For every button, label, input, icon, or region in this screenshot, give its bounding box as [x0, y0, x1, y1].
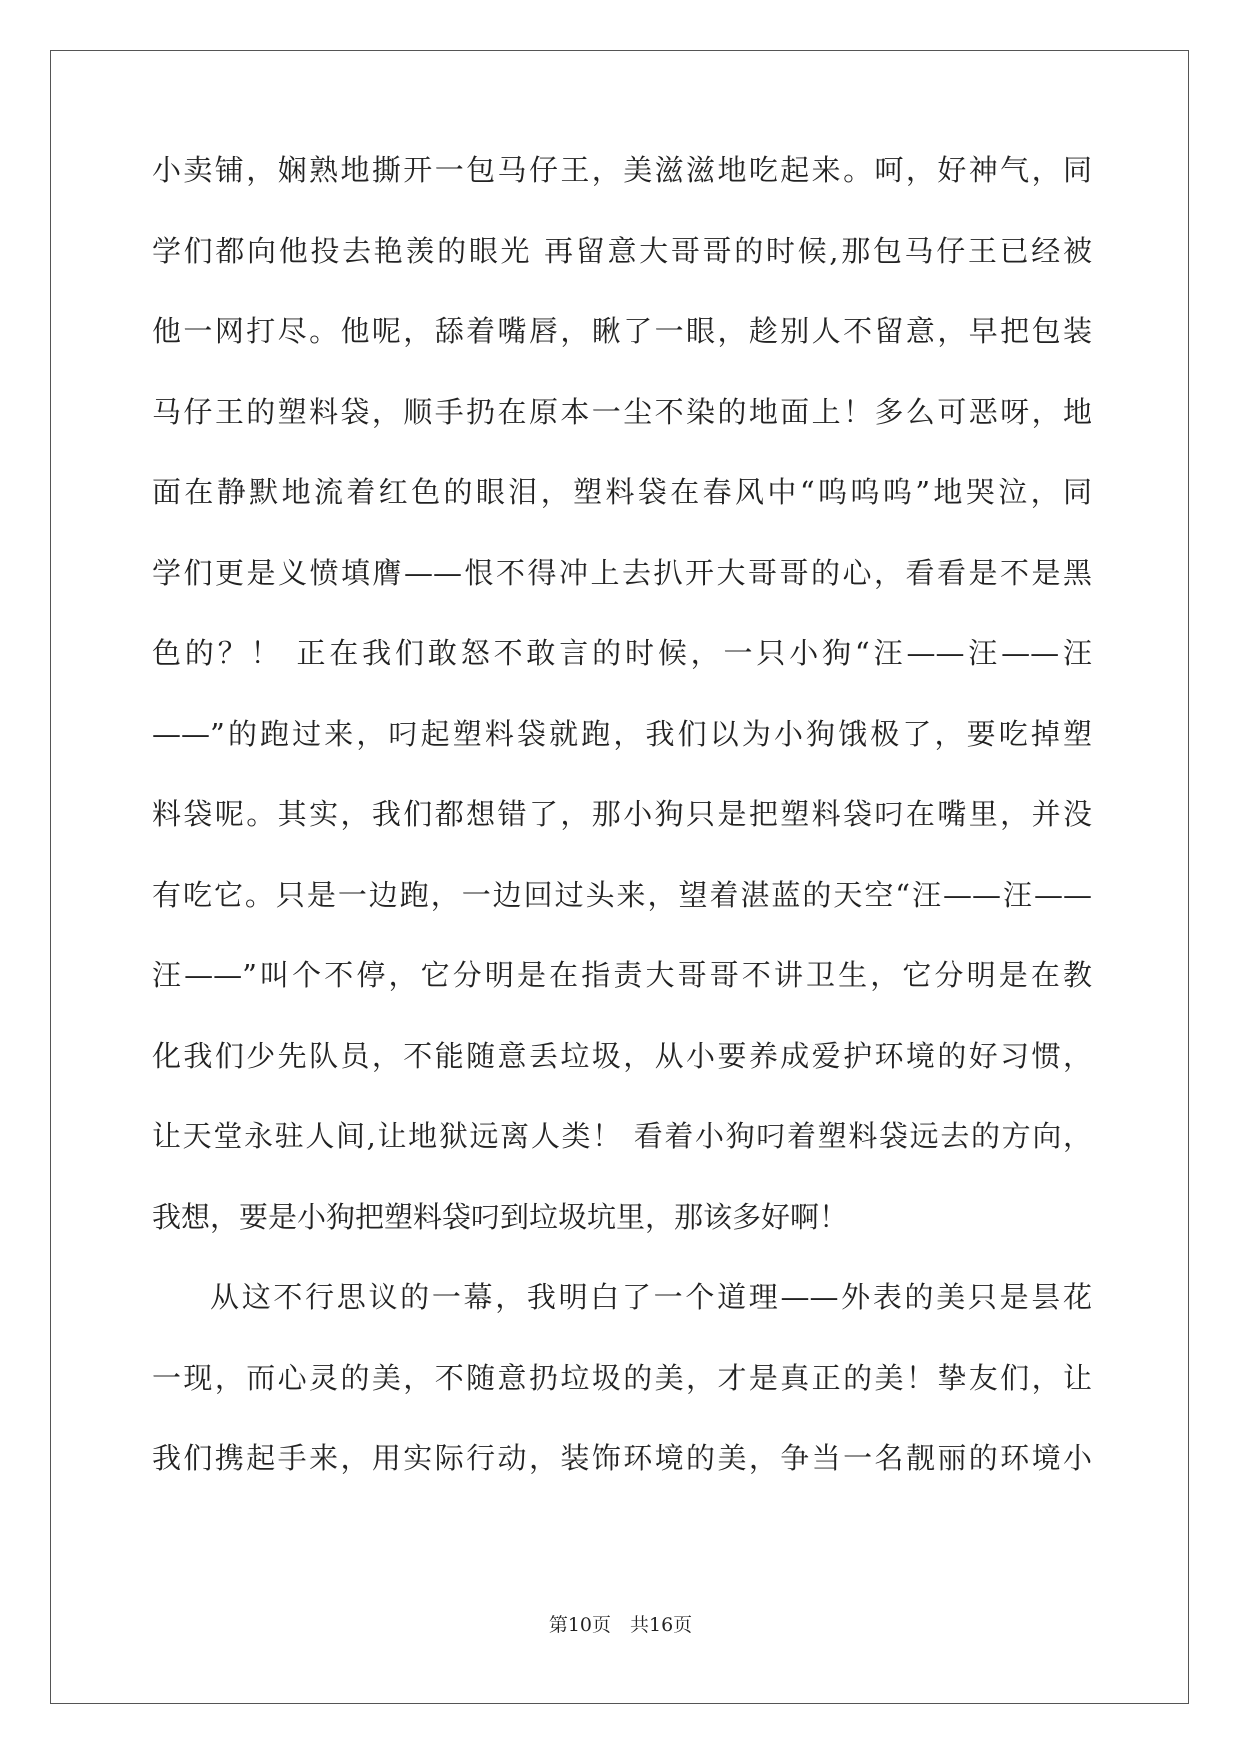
text-line: 色的？！ 正在我们敢怒不敢言的时候，一只小狗“汪——汪——汪 [152, 636, 1092, 670]
text-line: 马仔王的塑料袋，顺手扔在原本一尘不染的地面上！多么可恶呀，地 [152, 394, 1092, 429]
text-line: 他一网打尽。他呢，舔着嘴唇，瞅了一眼，趁别人不留意，早把包装 [152, 314, 1092, 348]
text-line: 从这不行思议的一幕，我明白了一个道理——外表的美只是昙花 [210, 1280, 1092, 1314]
text-line: 料袋呢。其实，我们都想错了，那小狗只是把塑料袋叼在嘴里，并没 [152, 797, 1092, 831]
text-line: 我想，要是小狗把塑料袋叼到垃圾坑里，那该多好啊！ [152, 1199, 849, 1234]
text-line: 一现，而心灵的美，不随意扔垃圾的美，才是真正的美！挚友们，让 [152, 1360, 1092, 1395]
text-line: 有吃它。只是一边跑，一边回过头来，望着湛蓝的天空“汪——汪—— [152, 877, 1092, 912]
text-line: 学们更是义愤填膺——恨不得冲上去扒开大哥哥的心，看看是不是黑 [152, 555, 1092, 590]
text-line: 让天堂永驻人间,让地狱远离人类！ 看着小狗叼着塑料袋远去的方向， [152, 1119, 1092, 1153]
text-line: 小卖铺，娴熟地撕开一包马仔王，美滋滋地吃起来。呵，好神气，同 [152, 153, 1092, 187]
text-line: 面在静默地流着红色的眼泪，塑料袋在春风中“呜呜呜”地哭泣，同 [152, 475, 1092, 509]
text-line: 汪——”叫个不停，它分明是在指责大哥哥不讲卫生，它分明是在教 [152, 958, 1092, 992]
text-line: ——”的跑过来，叼起塑料袋就跑，我们以为小狗饿极了，要吃掉塑 [152, 716, 1092, 751]
body-text [152, 150, 1092, 1519]
page-number: 第10页 共16页 [548, 1614, 693, 1636]
text-line: 化我们少先队员，不能随意丢垃圾，从小要养成爱护环境的好习惯， [152, 1038, 1092, 1073]
text-line: 学们都向他投去艳羡的眼光 再留意大哥哥的时候,那包马仔王已经被 [152, 233, 1092, 268]
text-line: 我们携起手来，用实际行动，装饰环境的美，争当一名靓丽的环境小 [152, 1441, 1092, 1475]
